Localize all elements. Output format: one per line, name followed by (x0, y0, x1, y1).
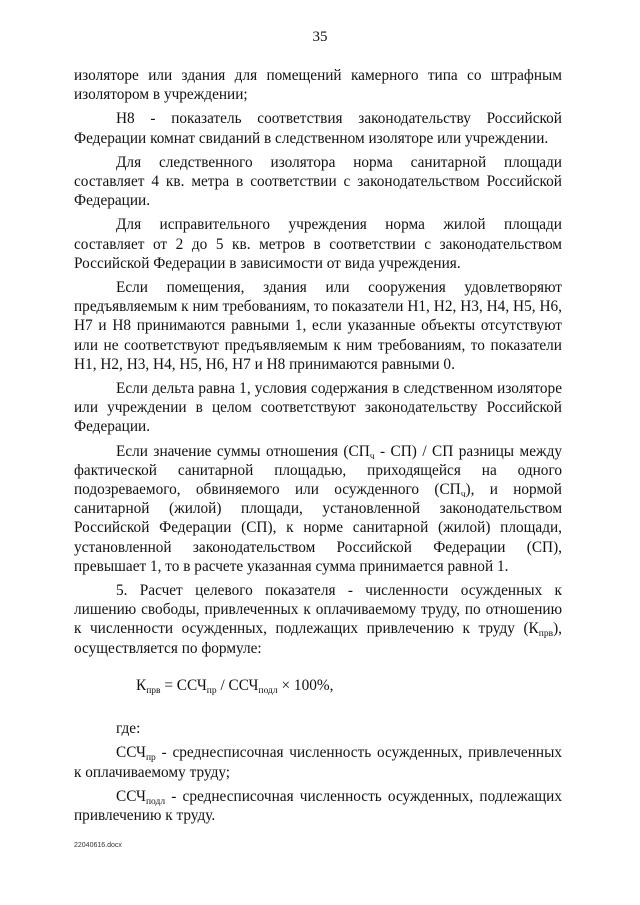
text-run: - СП) / СП разницы между фактической санитарной площадью, приходящейся на одного подозреваемого, обвиняемого или осужденного (СП (74, 442, 563, 499)
subscript: пр (145, 753, 156, 764)
text-run: ), и нормой санитарной (жилой) площади, установленной законодательством Российской Федерации (СП), к норме санитарной (жилой) площади, установленной законодательством Российской Федерации (СП), превышает 1, то в расчете указанная сумма принимается равной 1. (74, 481, 562, 575)
text-run: Если значение суммы отношения (СП (116, 442, 370, 460)
text-run: - среднесписочная численность осужденных, подлежащих привлечению к труду. (74, 787, 562, 824)
text-run: ССЧ (116, 744, 146, 762)
paragraph: Н8 - показатель соответствия законодательству Российской Федерации комнат свиданий в следственном изоляторе или учреждении. (74, 110, 562, 147)
text-run: ССЧ (116, 787, 146, 805)
formula-part: / ССЧ (216, 676, 259, 694)
text-run: 5. Расчет целевого показателя - численности осужденных к лишению свободы, привлеченных к оплачиваемому труду, по отношению к численности осужденных, подлежащих привлечению к труду (К (74, 582, 562, 638)
document-body (74, 66, 562, 830)
subscript: подл (145, 796, 166, 807)
paragraph: изоляторе или здания для помещений камерного типа со штрафным изолятором в учреждении; (74, 67, 562, 104)
subscript: ч (369, 451, 375, 462)
paragraph: Если помещения, здания или сооружения удовлетворяют предъявляемым к ним требованиям, то показатели Н1, Н2, Н3, Н4, Н5, Н6, Н7 и Н8 принимаются равными 1, если указанные объекты отсутствуют или не соответствуют предъявляемым к ним требованиям, то показатели Н1, Н2, Н3, Н4, Н5, Н6, Н7 и Н8 принимаются равными 0. (74, 279, 562, 373)
paragraph: Для следственного изолятора норма санитарной площади составляет 4 кв. метра в соответствии с законодательством Российской Федерации. (74, 153, 562, 210)
text-run: - среднесписочная численность осужденных, привлеченных к оплачиваемому труду; (74, 744, 562, 781)
formula (136, 676, 562, 695)
formula-part: = ССЧ (160, 676, 207, 694)
paragraph: Если дельта равна 1, условия содержания в следственном изоляторе или учреждении в целом соответствуют законодательству Российской Федерации. (74, 380, 562, 436)
paragraph (74, 581, 562, 658)
subscript: прв (146, 685, 161, 696)
subscript: ч (460, 490, 466, 501)
subscript: пр (206, 685, 217, 696)
paragraph (74, 787, 562, 825)
page-number: 35 (312, 29, 328, 45)
footer-filename: 22040616.docx (74, 842, 122, 849)
formula-part: × 100%, (277, 676, 334, 694)
text-run: ), осуществляется по формуле: (74, 620, 562, 657)
subscript: прв (538, 629, 554, 640)
formula-part: К (136, 676, 147, 694)
paragraph: где: (116, 720, 141, 738)
paragraph (74, 442, 562, 576)
paragraph (74, 743, 562, 781)
paragraph: Для исправительного учреждения норма жилой площади составляет от 2 до 5 кв. метров в соответствии с законодательством Российской Федерации в зависимости от вида учреждения. (74, 216, 562, 272)
subscript: подл (258, 685, 278, 696)
